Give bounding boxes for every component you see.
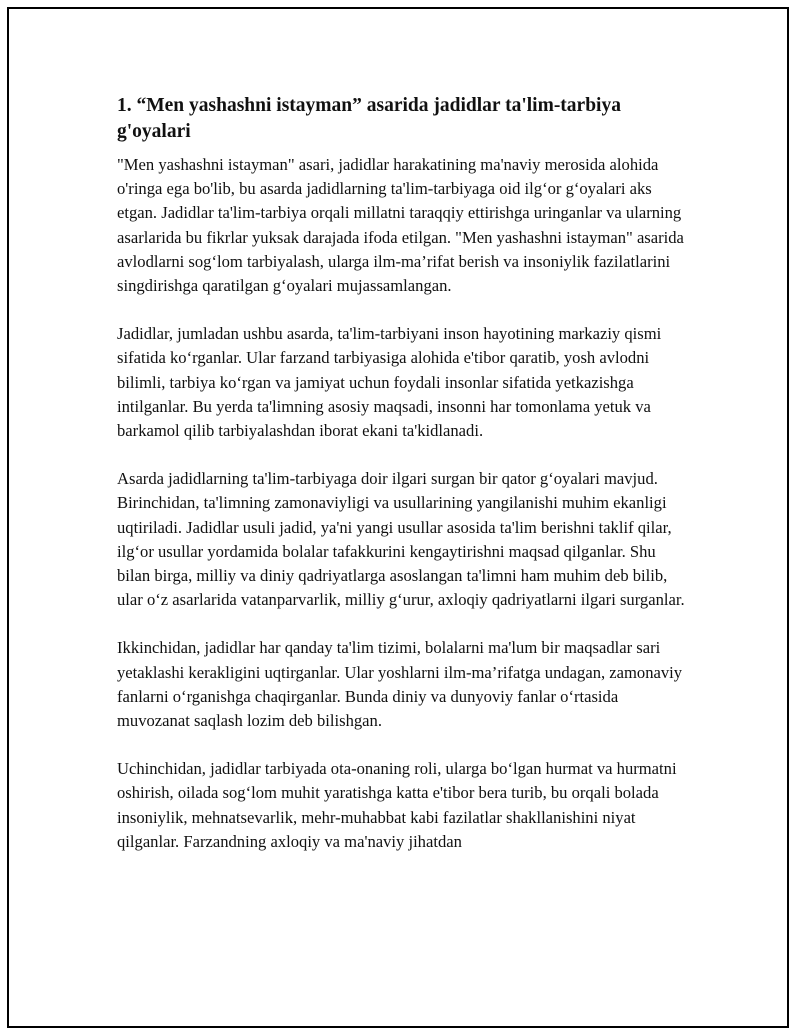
paragraph-first-idea: Asarda jadidlarning ta'lim-tarbiyaga doir ilgari surgan bir qator g‘oyalari mavjud. Birinchidan, ta'limning zamonaviyligi va usullarining yangilanishi muhim ekanligi uqtiriladi. Jadidlar usuli jadid, ya'ni yangi usullar asosida ta'lim berishni taklif qilar, ilg‘or usullar yordamida bolalar tafakkurini kengaytirishni maqsad qilganlar. Shu bilan birga, milliy va diniy qadriyatlarga asoslangan ta'limni ham muhim deb bilib, ular o‘z asarlarida vatanparvarlik, milliy g‘urur, axloqiy qadriyatlarni ilgari surganlar. [117, 469, 685, 610]
paragraph-education-center: Jadidlar, jumladan ushbu asarda, ta'lim-tarbiyani inson hayotining markaziy qismi sifatida ko‘rganlar. Ular farzand tarbiyasiga alohida e'tibor qaratib, yosh avlodni bilimli, tarbiya ko‘rgan va jamiyat uchun foydali insonlar sifatida yetkazishga intilganlar. Bu yerda ta'limning asosiy maqsadi, insonni har tomonlama yetuk va barkamol qilib tarbiyalashdan iborat ekani ta'kidlanadi. [117, 324, 662, 441]
section-heading: 1. “Men yashashni istayman” asarida jadidlar ta'lim-tarbiya g'oyalari [117, 95, 621, 142]
paragraph-third-idea: Uchinchidan, jadidlar tarbiyada ota-onaning roli, ularga bo‘lgan hurmat va hurmatni oshirish, oilada sog‘lom muhit yaratishga katta e'tibor bera turib, bu orqali bolada insoniylik, mehnatsevarlik, mehr-muhabbat kabi fazilatlar shakllanishini niyat qilganlar. Farzandning axloqiy va ma'naviy jihatdan [117, 759, 677, 851]
document-body [117, 93, 687, 878]
paragraph-second-idea: Ikkinchidan, jadidlar har qanday ta'lim tizimi, bolalarni ma'lum bir maqsadlar sari yetaklashi kerakligini uqtirganlar. Ular yoshlarni ilm-ma’rifatga undagan, zamonaviy fanlarni o‘rganishga chaqirganlar. Bunda diniy va dunyoviy fanlar o‘rtasida muvozanat saqlash lozim deb bilishgan. [117, 638, 683, 731]
paragraph-intro: "Men yashashni istayman" asari, jadidlar harakatining ma'naviy merosida alohida o'ringa ega bo'lib, bu asarda jadidlarning ta'lim-tarbiyaga oid ilg‘or g‘oyalari aks etgan. Jadidlar ta'lim-tarbiya orqali millatni taraqqiy ettirishga uringanlar va ularning asarlarida bu fikrlar yuksak darajada ifoda etilgan. "Men yashashni istayman" asarida avlodlarni sog‘lom tarbiyalash, ularga ilm-ma’rifat berish va insoniylik fazilatlarini singdirishga qaratilgan g‘oyalari mujassamlangan. [117, 155, 684, 296]
